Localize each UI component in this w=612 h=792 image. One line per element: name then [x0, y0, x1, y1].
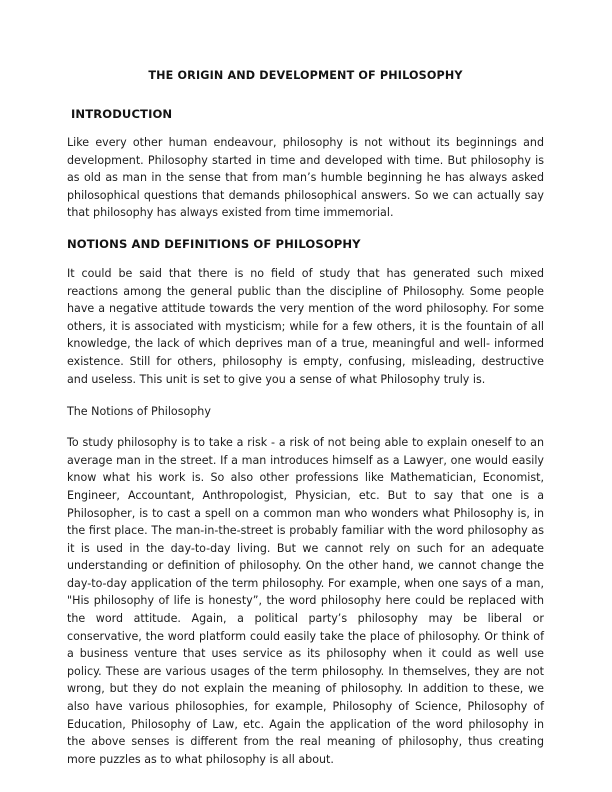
subsection-heading-the-notions-of-philosophy: The Notions of Philosophy [67, 405, 211, 419]
paragraph-introduction: Like every other human endeavour, philosophy is not without its beginnings and development. Philosophy started in time and developed with time. But philosophy is as old as man in the sense that from man’s humble beginning he has always asked philosophical questions that demands philosophical answers. So we can actually say that philosophy has always existed from time immemorial. [67, 136, 544, 220]
section-heading-notions-and-definitions: NOTIONS AND DEFINITIONS OF PHILOSOPHY [67, 236, 361, 251]
spacer [67, 388, 544, 405]
paragraph-notions-body: To study philosophy is to take a risk - a risk of not being able to explain oneself to an average man in the street. If a man introduces himself as a Lawyer, one would easily know what his work is. So also other professions like Mathematician, Economist, Engineer, Accountant, Anthropologist, Physician, etc. But to say that one is a Philosopher, is to cast a spell on a common man who wonders what Philosophy is, in the first place. The man-in-the-street is probably familiar with the word philosophy as it is used in the day-to-day living. But we cannot rely on such for an adequate understanding or definition of philosophy. On the other hand, we cannot change the day-to-day application of the term philosophy. For example, when one says of a man, "His philosophy of life is honesty”, the word philosophy here could be replaced with the word attitude. Again, a political party’s philosophy may be liberal or conservative, the word platform could easily take the place of philosophy. Or think of a business venture that uses service as its philosophy when it could as well use policy. These are various usages of the term philosophy. In themselves, they are not wrong, but they do not explain the meaning of philosophy. In addition to these, we also have various philosophies, for example, Philosophy of Science, Philosophy of Education, Philosophy of Law, etc. Again the application of the word philosophy in the above senses is different from the real meaning of philosophy, thus creating more puzzles as to what philosophy is all about. [67, 436, 544, 766]
spacer [67, 83, 544, 107]
spacer [67, 121, 544, 134]
spacer [67, 251, 544, 265]
document-content [67, 0, 544, 768]
spacer [67, 419, 544, 434]
section-heading-introduction: INTRODUCTION [71, 107, 173, 121]
page-title: THE ORIGIN AND DEVELOPMENT OF PHILOSOPHY [148, 69, 463, 82]
spacer [67, 222, 544, 237]
paragraph-notions-intro: It could be said that there is no field of study that has generated such mixed reactions among the general public than the discipline of Philosophy. Some people have a negative attitude towards the very mention of the word philosophy. For some others, it is associated with mysticism; while for a few others, it is the fountain of all knowledge, the lack of which deprives man of a true, meaningful and well- informed existence. Still for others, philosophy is empty, confusing, misleading, destructive and useless. This unit is set to give you a sense of what Philosophy truly is. [67, 266, 544, 386]
